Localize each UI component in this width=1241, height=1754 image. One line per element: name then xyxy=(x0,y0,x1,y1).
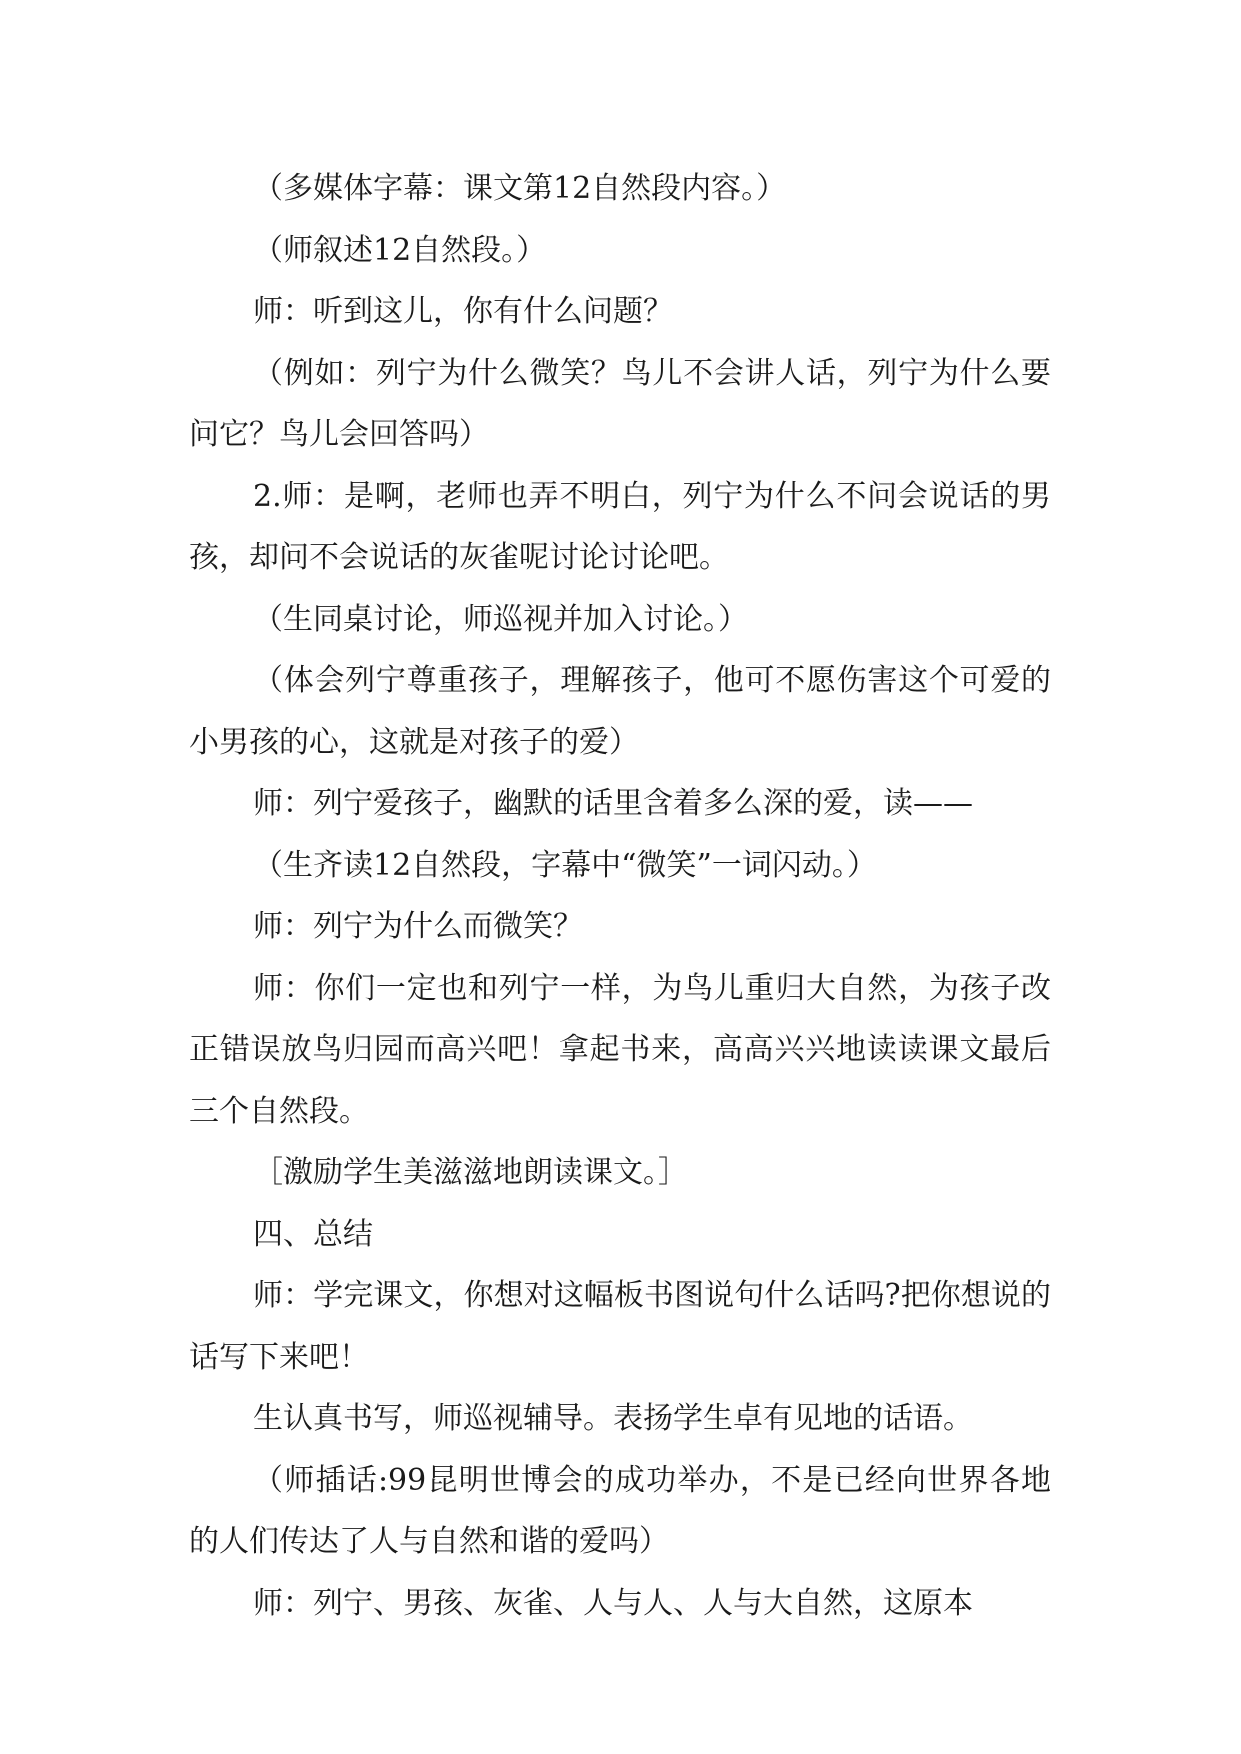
paragraph: 师：你们一定也和列宁一样，为鸟儿重归大自然，为孩子改正错误放鸟归园而高兴吧！拿起书来，高高兴兴地读读课文最后三个自然段。 xyxy=(189,970,1051,1129)
paragraph: 师：列宁、男孩、灰雀、人与人、人与大自然，这原本 xyxy=(253,1585,973,1621)
paragraph: （例如：列宁为什么微笑？鸟儿不会讲人话，列宁为什么要问它？鸟儿会回答吗） xyxy=(189,355,1051,452)
paragraph: （生齐读12自然段，字幕中“微笑”一词闪动。） xyxy=(253,847,877,883)
paragraph: 师：列宁为什么而微笑？ xyxy=(253,909,583,944)
paragraph: （师叙述12自然段。） xyxy=(253,232,547,268)
paragraph: 师：听到这儿，你有什么问题？ xyxy=(253,294,673,329)
paragraph: 师：学完课文，你想对这幅板书图说句什么话吗?把你想说的话写下来吧！ xyxy=(189,1278,1051,1375)
document-body xyxy=(189,158,1051,1634)
paragraph: （师插话:99昆明世博会的成功举办，不是已经向世界各地的人们传达了人与自然和谐的爱吗） xyxy=(189,1462,1051,1559)
paragraph: 生认真书写，师巡视辅导。表扬学生卓有见地的话语。 xyxy=(253,1401,973,1436)
paragraph: （多媒体字幕：课文第12自然段内容。） xyxy=(253,171,787,206)
paragraph: 2.师：是啊，老师也弄不明白，列宁为什么不问会说话的男孩，却问不会说话的灰雀呢讨论讨论吧。 xyxy=(189,478,1051,575)
paragraph: （生同桌讨论，师巡视并加入讨论。） xyxy=(253,601,748,637)
paragraph: （体会列宁尊重孩子，理解孩子，他可不愿伤害这个可爱的小男孩的心，这就是对孩子的爱） xyxy=(189,663,1051,760)
paragraph: 师：列宁爱孩子，幽默的话里含着多么深的爱，读—— xyxy=(253,786,973,821)
section-heading: 四、总结 xyxy=(253,1216,373,1252)
paragraph: ［激励学生美滋滋地朗读课文。］ xyxy=(253,1155,688,1190)
